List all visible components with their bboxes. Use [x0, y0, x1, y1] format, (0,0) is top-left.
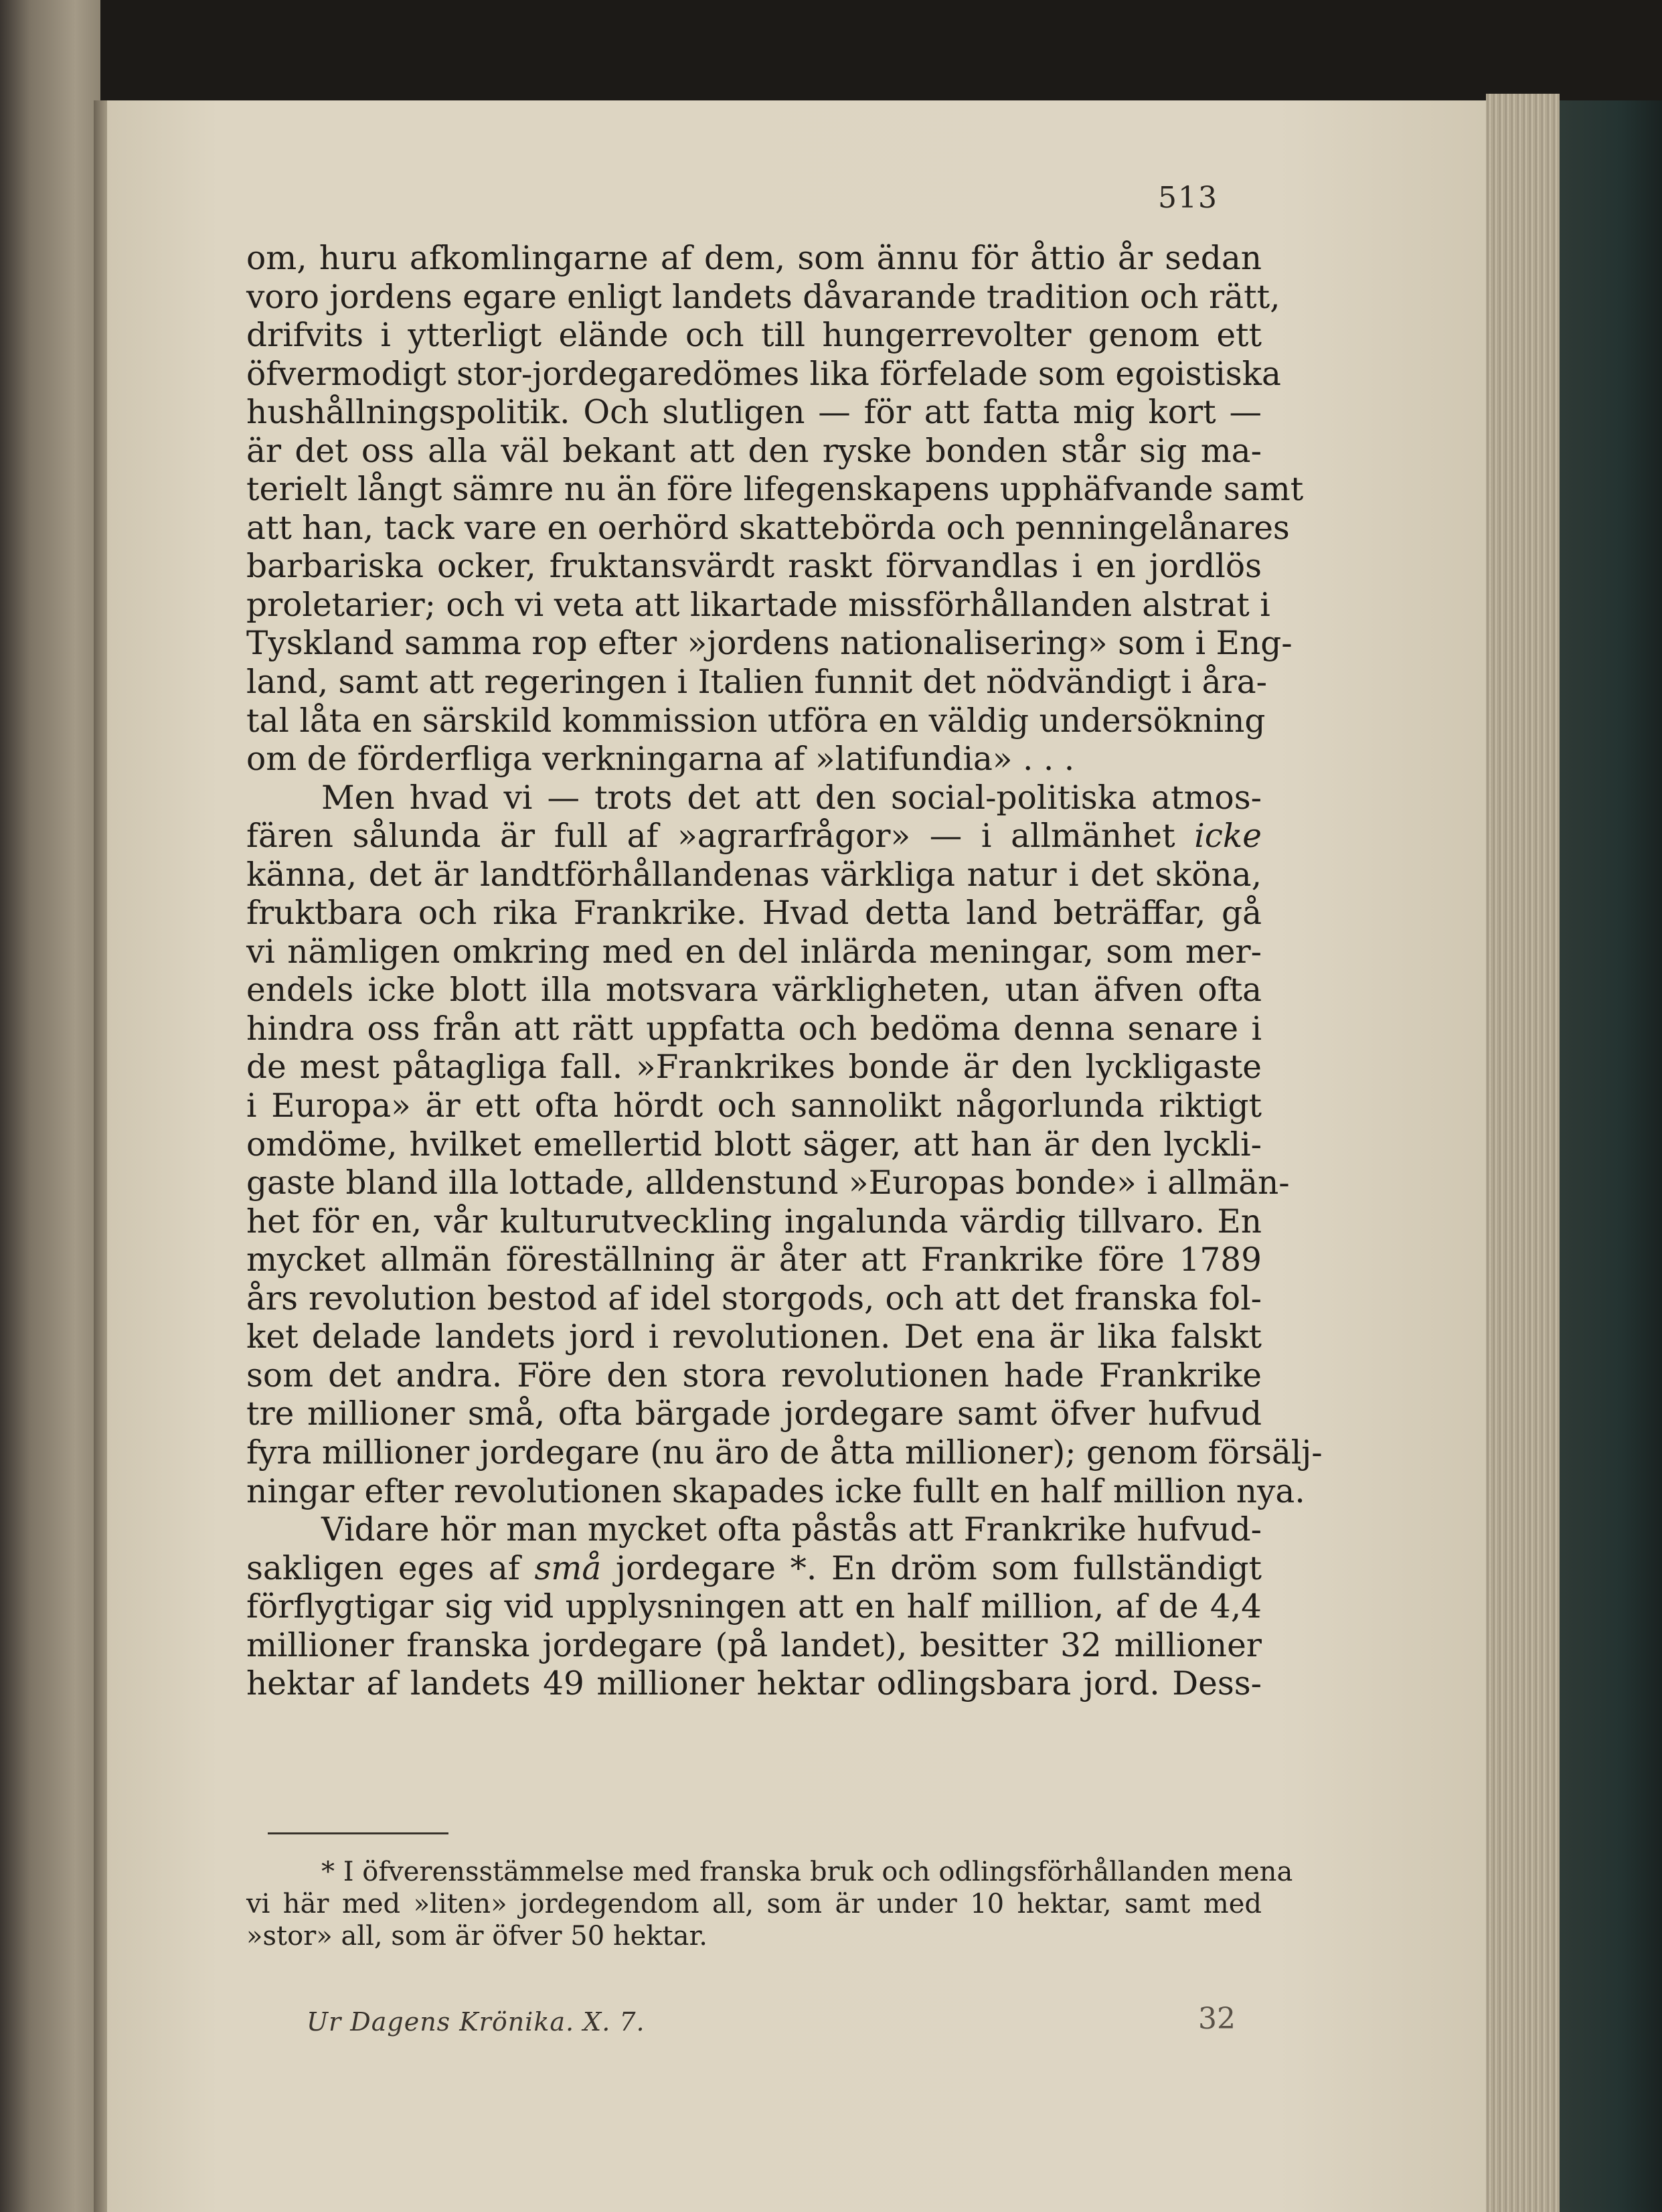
text-line: tre millioner små, ofta bärgade jordegare samt öfver hufvud: [246, 1395, 1262, 1433]
text-line: års revolution bestod af idel storgods, och att det franska fol-: [246, 1279, 1262, 1318]
italic-word: icke: [1194, 817, 1262, 856]
text-line: är det oss alla väl bekant att den ryske bonden står sig ma-: [246, 432, 1262, 470]
text-line: förflygtigar sig vid upplysningen att en half million, af de 4,4: [246, 1588, 1262, 1626]
paragraph-end-line: om de förderfliga verkningarna af »latifundia» . . .: [246, 740, 1075, 779]
text-line: [246, 817, 1262, 856]
book-cover-edge: [1560, 100, 1662, 2212]
text-line: gaste bland illa lottade, alldenstund »Europas bonde» i allmän-: [246, 1164, 1290, 1202]
text-line: endels icke blott illa motsvara värkligheten, utan äfven ofta: [246, 971, 1262, 1010]
text-segment: fären sålunda är full af »agrarfrågor» — i allmänhet: [246, 817, 1195, 856]
text-line: som det andra. Före den stora revolutionen hade Frankrike: [246, 1356, 1262, 1395]
text-line: öfvermodigt stor-jordegaredömes lika förfelade som egoistiska: [246, 355, 1281, 393]
previous-page-edge: [0, 0, 100, 2212]
text-line: omdöme, hvilket emellertid blott säger, att han är den lyckli-: [246, 1125, 1262, 1164]
text-line: tal låta en särskild kommission utföra en väldig undersökning: [246, 702, 1266, 740]
text-segment: sakligen eges af: [246, 1549, 535, 1587]
text-line: i Europa» är ett ofta hördt och sannolikt någorlunda riktigt: [246, 1087, 1262, 1125]
text-line: de mest påtagliga fall. »Frankrikes bonde är den lyckligaste: [246, 1048, 1262, 1087]
text-line: drifvits i ytterligt elände och till hungerrevolter genom ett: [246, 317, 1262, 355]
text-line: proletarier; och vi veta att likartade missförhållanden alstrat i: [246, 586, 1270, 624]
text-line: vi nämligen omkring med en del inlärda meningar, som mer-: [246, 933, 1262, 971]
text-line: hushållningspolitik. Och slutligen — för att fatta mig kort —: [246, 394, 1262, 432]
text-line: millioner franska jordegare (på landet), besitter 32 millioner: [246, 1626, 1262, 1664]
text-line: barbariska ocker, fruktansvärdt raskt förvandlas i en jordlös: [246, 548, 1262, 586]
text-line: het för en, vår kulturutveckling ingalunda värdig tillvaro. En: [246, 1202, 1262, 1241]
text-line: [246, 1550, 1262, 1589]
text-line: land, samt att regeringen i Italien funnit det nödvändigt i åra-: [246, 663, 1268, 702]
text-line: ket delade landets jord i revolutionen. Det ena är lika falskt: [246, 1318, 1262, 1356]
footnote-line: * I öfverensstämmelse med franska bruk och odlingsförhållanden mena: [321, 1856, 1293, 1887]
text-line: hindra oss från att rätt uppfatta och bedöma denna senare i: [246, 1010, 1262, 1048]
text-line: att han, tack vare en oerhörd skattebörda och penningelånares: [246, 509, 1290, 547]
footnote-line: »stor» all, som är öfver 50 hektar.: [246, 1921, 708, 1952]
text-line: fruktbara och rika Frankrike. Hvad detta land beträffar, gå: [246, 894, 1262, 933]
signature-mark: 32: [1198, 2002, 1236, 2036]
footnote-divider: [268, 1832, 448, 1834]
text-line: om, huru afkomlingarne af dem, som ännu för åttio år sedan: [246, 240, 1262, 277]
paragraph-start-line: Vidare hör man mycket ofta påstås att Frankrike hufvud-: [321, 1511, 1262, 1549]
text-line: Tyskland samma rop efter »jordens nationalisering» som i Eng-: [246, 625, 1293, 663]
text-line: känna, det är landtförhållandenas värkliga natur i det sköna,: [246, 856, 1262, 894]
text-line: hektar af landets 49 millioner hektar odlingsbara jord. Dess-: [246, 1665, 1262, 1703]
text-segment: jordegare *. En dröm som fullständigt: [601, 1549, 1262, 1587]
footnote-line: vi här med »liten» jordegendom all, som är under 10 hektar, samt med: [246, 1889, 1262, 1919]
text-line: voro jordens egare enligt landets dåvarande tradition och rätt,: [246, 278, 1280, 316]
text-line: mycket allmän föreställning är åter att Frankrike före 1789: [246, 1241, 1262, 1279]
text-line: fyra millioner jordegare (nu äro de åtta millioner); genom försälj-: [246, 1433, 1323, 1472]
text-line: terielt långt sämre nu än före lifegenskapens upphäfvande samt: [246, 471, 1304, 509]
italic-word: små: [534, 1549, 602, 1587]
page-number: 513: [1158, 181, 1218, 215]
paragraph-end-line: ningar efter revolutionen skapades icke fullt en half million nya.: [246, 1472, 1305, 1510]
footnote: [246, 1856, 1293, 1952]
body-text: [246, 240, 1323, 1704]
paragraph-start-line: Men hvad vi — trots det att den social-politiska atmos-: [321, 779, 1262, 817]
page-stack-edge: [1486, 94, 1560, 2212]
publication-footer: Ur Dagens Krönika. X. 7.: [307, 2007, 645, 2037]
